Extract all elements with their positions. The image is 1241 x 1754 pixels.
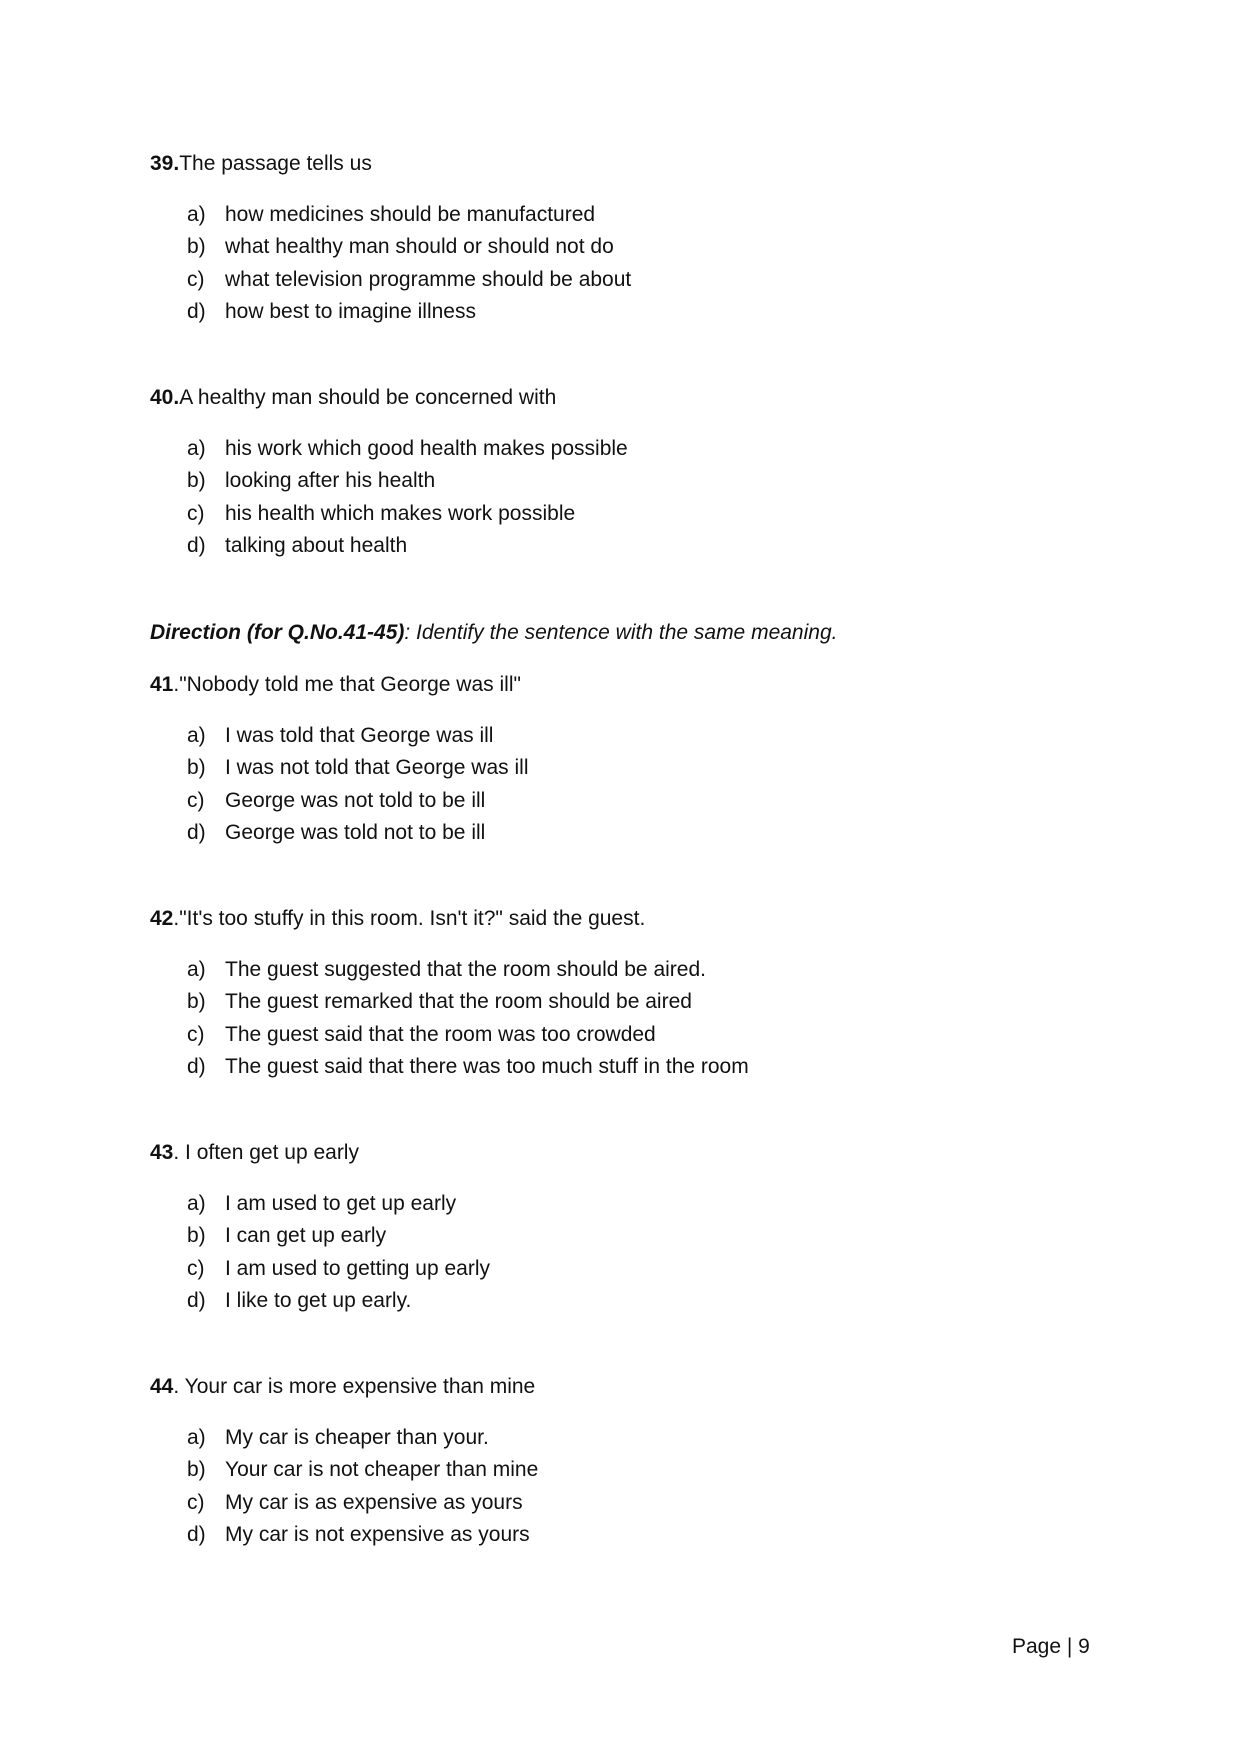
question-text: The passage tells us [179, 152, 372, 175]
option-b: b) I can get up early [187, 1224, 387, 1248]
question-39 [150, 151, 372, 177]
direction-label: Direction (for Q.No.41-45) [150, 621, 405, 644]
option-b: b) what healthy man should or should not do [187, 235, 614, 259]
question-number: 40. [150, 386, 180, 409]
question-number: 39. [150, 152, 180, 175]
option-b: b) I was not told that George was ill [187, 756, 529, 780]
question-text: . Your car is more expensive than mine [173, 1375, 536, 1398]
direction-note [150, 620, 837, 646]
option-c: c) The guest said that the room was too crowded [187, 1022, 656, 1046]
option-a: a) I was told that George was ill [187, 724, 494, 747]
option-a: a) his work which good health makes possible [187, 437, 628, 460]
question-number: 43 [150, 1141, 174, 1164]
options-list-41 [187, 723, 529, 852]
options-list-39 [187, 202, 631, 331]
question-43 [150, 1140, 359, 1166]
option-a: a) The guest suggested that the room should be aired. [187, 958, 706, 981]
option-c: c) I am used to getting up early [187, 1256, 490, 1280]
option-b: b) looking after his health [187, 469, 436, 493]
question-number: 44 [150, 1375, 174, 1398]
option-a: a) I am used to get up early [187, 1192, 457, 1215]
options-list-43 [187, 1191, 490, 1320]
option-d: d) My car is not expensive as yours [187, 1522, 530, 1546]
option-c: c) what television programme should be about [187, 267, 632, 291]
option-b: b) The guest remarked that the room should be aired [187, 990, 692, 1014]
options-list-42 [187, 957, 749, 1086]
option-b: b) Your car is not cheaper than mine [187, 1458, 539, 1482]
option-a: a) how medicines should be manufactured [187, 203, 596, 226]
option-c: c) My car is as expensive as yours [187, 1490, 523, 1514]
option-c: c) George was not told to be ill [187, 788, 486, 812]
option-d: d) I like to get up early. [187, 1288, 412, 1312]
option-c: c) his health which makes work possible [187, 501, 576, 525]
options-list-44 [187, 1425, 538, 1554]
option-d: d) how best to imagine illness [187, 299, 476, 323]
question-number: 41 [150, 673, 174, 696]
option-a: a) My car is cheaper than your. [187, 1426, 489, 1449]
question-text: . I often get up early [173, 1141, 359, 1164]
question-42 [150, 906, 645, 932]
direction-text: : Identify the sentence with the same meaning. [404, 621, 838, 644]
question-41 [150, 672, 521, 698]
question-text: ."It's too stuffy in this room. Isn't it?" said the guest. [173, 907, 646, 930]
question-text: A healthy man should be concerned with [179, 386, 557, 409]
question-40 [150, 385, 556, 411]
option-d: d) talking about health [187, 533, 408, 557]
option-d: d) George was told not to be ill [187, 820, 486, 844]
option-d: d) The guest said that there was too much stuff in the room [187, 1054, 749, 1078]
question-44 [150, 1374, 535, 1400]
question-text: ."Nobody told me that George was ill" [173, 673, 521, 696]
question-number: 42 [150, 907, 174, 930]
page-number: Page | 9 [1012, 1635, 1090, 1658]
options-list-40 [187, 436, 628, 565]
